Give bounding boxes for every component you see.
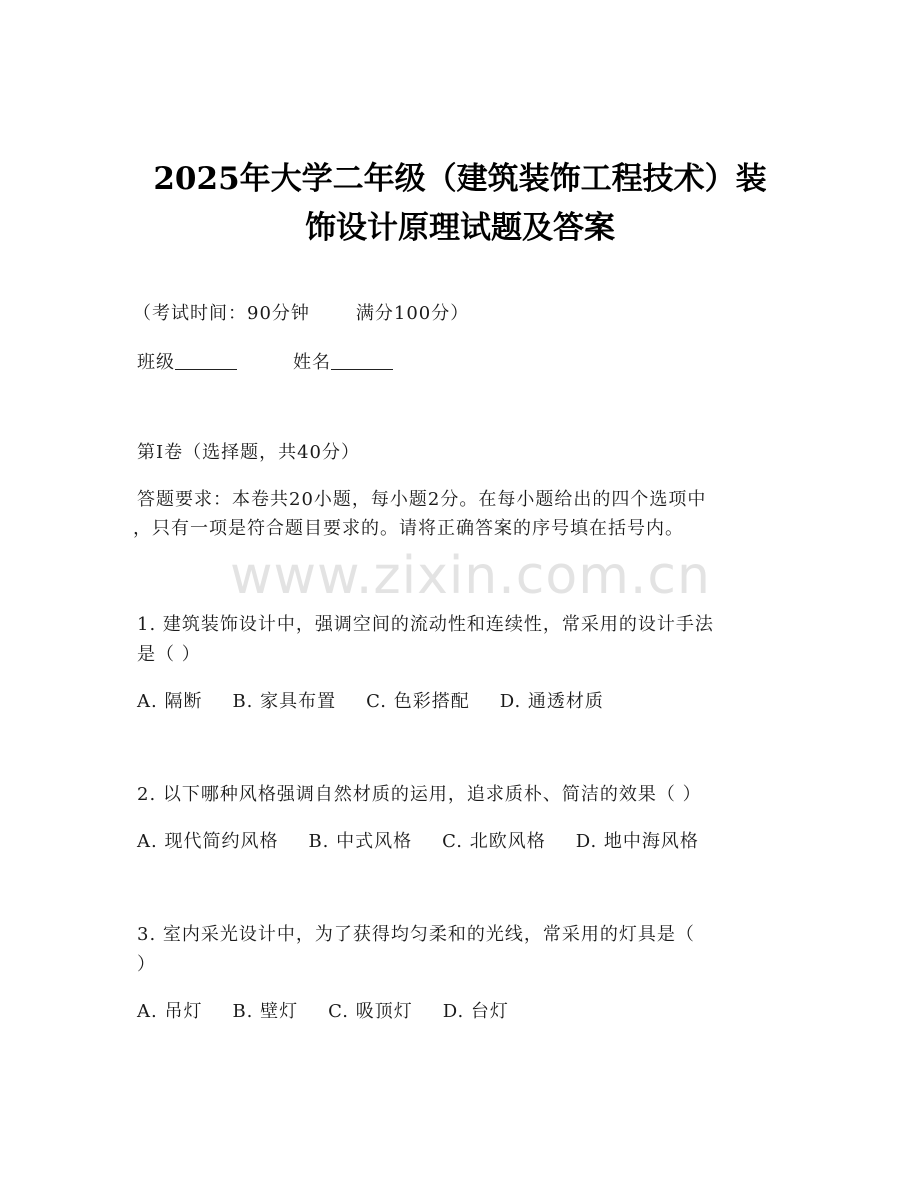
- question-3-stem-line-1: 3. 室内采光设计中，为了获得均匀柔和的光线，常采用的灯具是（: [137, 924, 695, 945]
- question-3-option-b: B. 壁灯: [232, 1001, 299, 1022]
- question-2-options: [137, 828, 699, 856]
- section-heading: 第I卷（选择题，共40分）: [137, 442, 361, 463]
- exam-info: [133, 300, 469, 328]
- section-instructions-line-1: 答题要求：本卷共20小题，每小题2分。在每小题给出的四个选项中: [137, 489, 707, 510]
- name-blank[interactable]: [331, 351, 393, 370]
- question-1-options: [137, 688, 604, 716]
- question-2-option-b: B. 中式风格: [308, 831, 413, 852]
- question-1-option-d: D. 通透材质: [499, 691, 604, 712]
- name-label: 姓名: [293, 352, 331, 373]
- document-title-line-2: 饰设计原理试题及答案: [305, 210, 615, 246]
- question-1-stem-line-1: 1. 建筑装饰设计中，强调空间的流动性和连续性，常采用的设计手法: [137, 614, 714, 635]
- question-1-option-c: C. 色彩搭配: [366, 691, 470, 712]
- question-1-stem-line-2: 是（ ）: [137, 644, 201, 665]
- document-title-line-1: 2025年大学二年级（建筑装饰工程技术）装: [153, 161, 767, 197]
- exam-time: （考试时间：90分钟: [133, 303, 310, 324]
- watermark: www.zixin.com.cn: [230, 546, 711, 606]
- class-blank[interactable]: [175, 351, 237, 370]
- question-2-stem-line-1: 2. 以下哪种风格强调自然材质的运用，追求质朴、简洁的效果（ ）: [137, 784, 702, 805]
- question-3-stem-line-2: ）: [137, 954, 156, 975]
- question-2-option-c: C. 北欧风格: [442, 831, 546, 852]
- question-2-option-a: A. 现代简约风格: [137, 831, 279, 852]
- class-label: 班级: [137, 352, 175, 373]
- question-1-option-b: B. 家具布置: [232, 691, 337, 712]
- section-instructions-line-2: ，只有一项是符合题目要求的。请将正确答案的序号填在括号内。: [133, 518, 684, 539]
- question-1-option-a: A. 隔断: [137, 691, 203, 712]
- question-3-option-c: C. 吸顶灯: [328, 1001, 413, 1022]
- question-2-option-d: D. 地中海风格: [575, 831, 699, 852]
- question-3-options: [137, 998, 509, 1026]
- exam-score: 满分100分）: [355, 303, 470, 324]
- question-3-option-a: A. 吊灯: [137, 1001, 203, 1022]
- student-fields: [137, 349, 393, 377]
- question-3-option-d: D. 台灯: [442, 1001, 509, 1022]
